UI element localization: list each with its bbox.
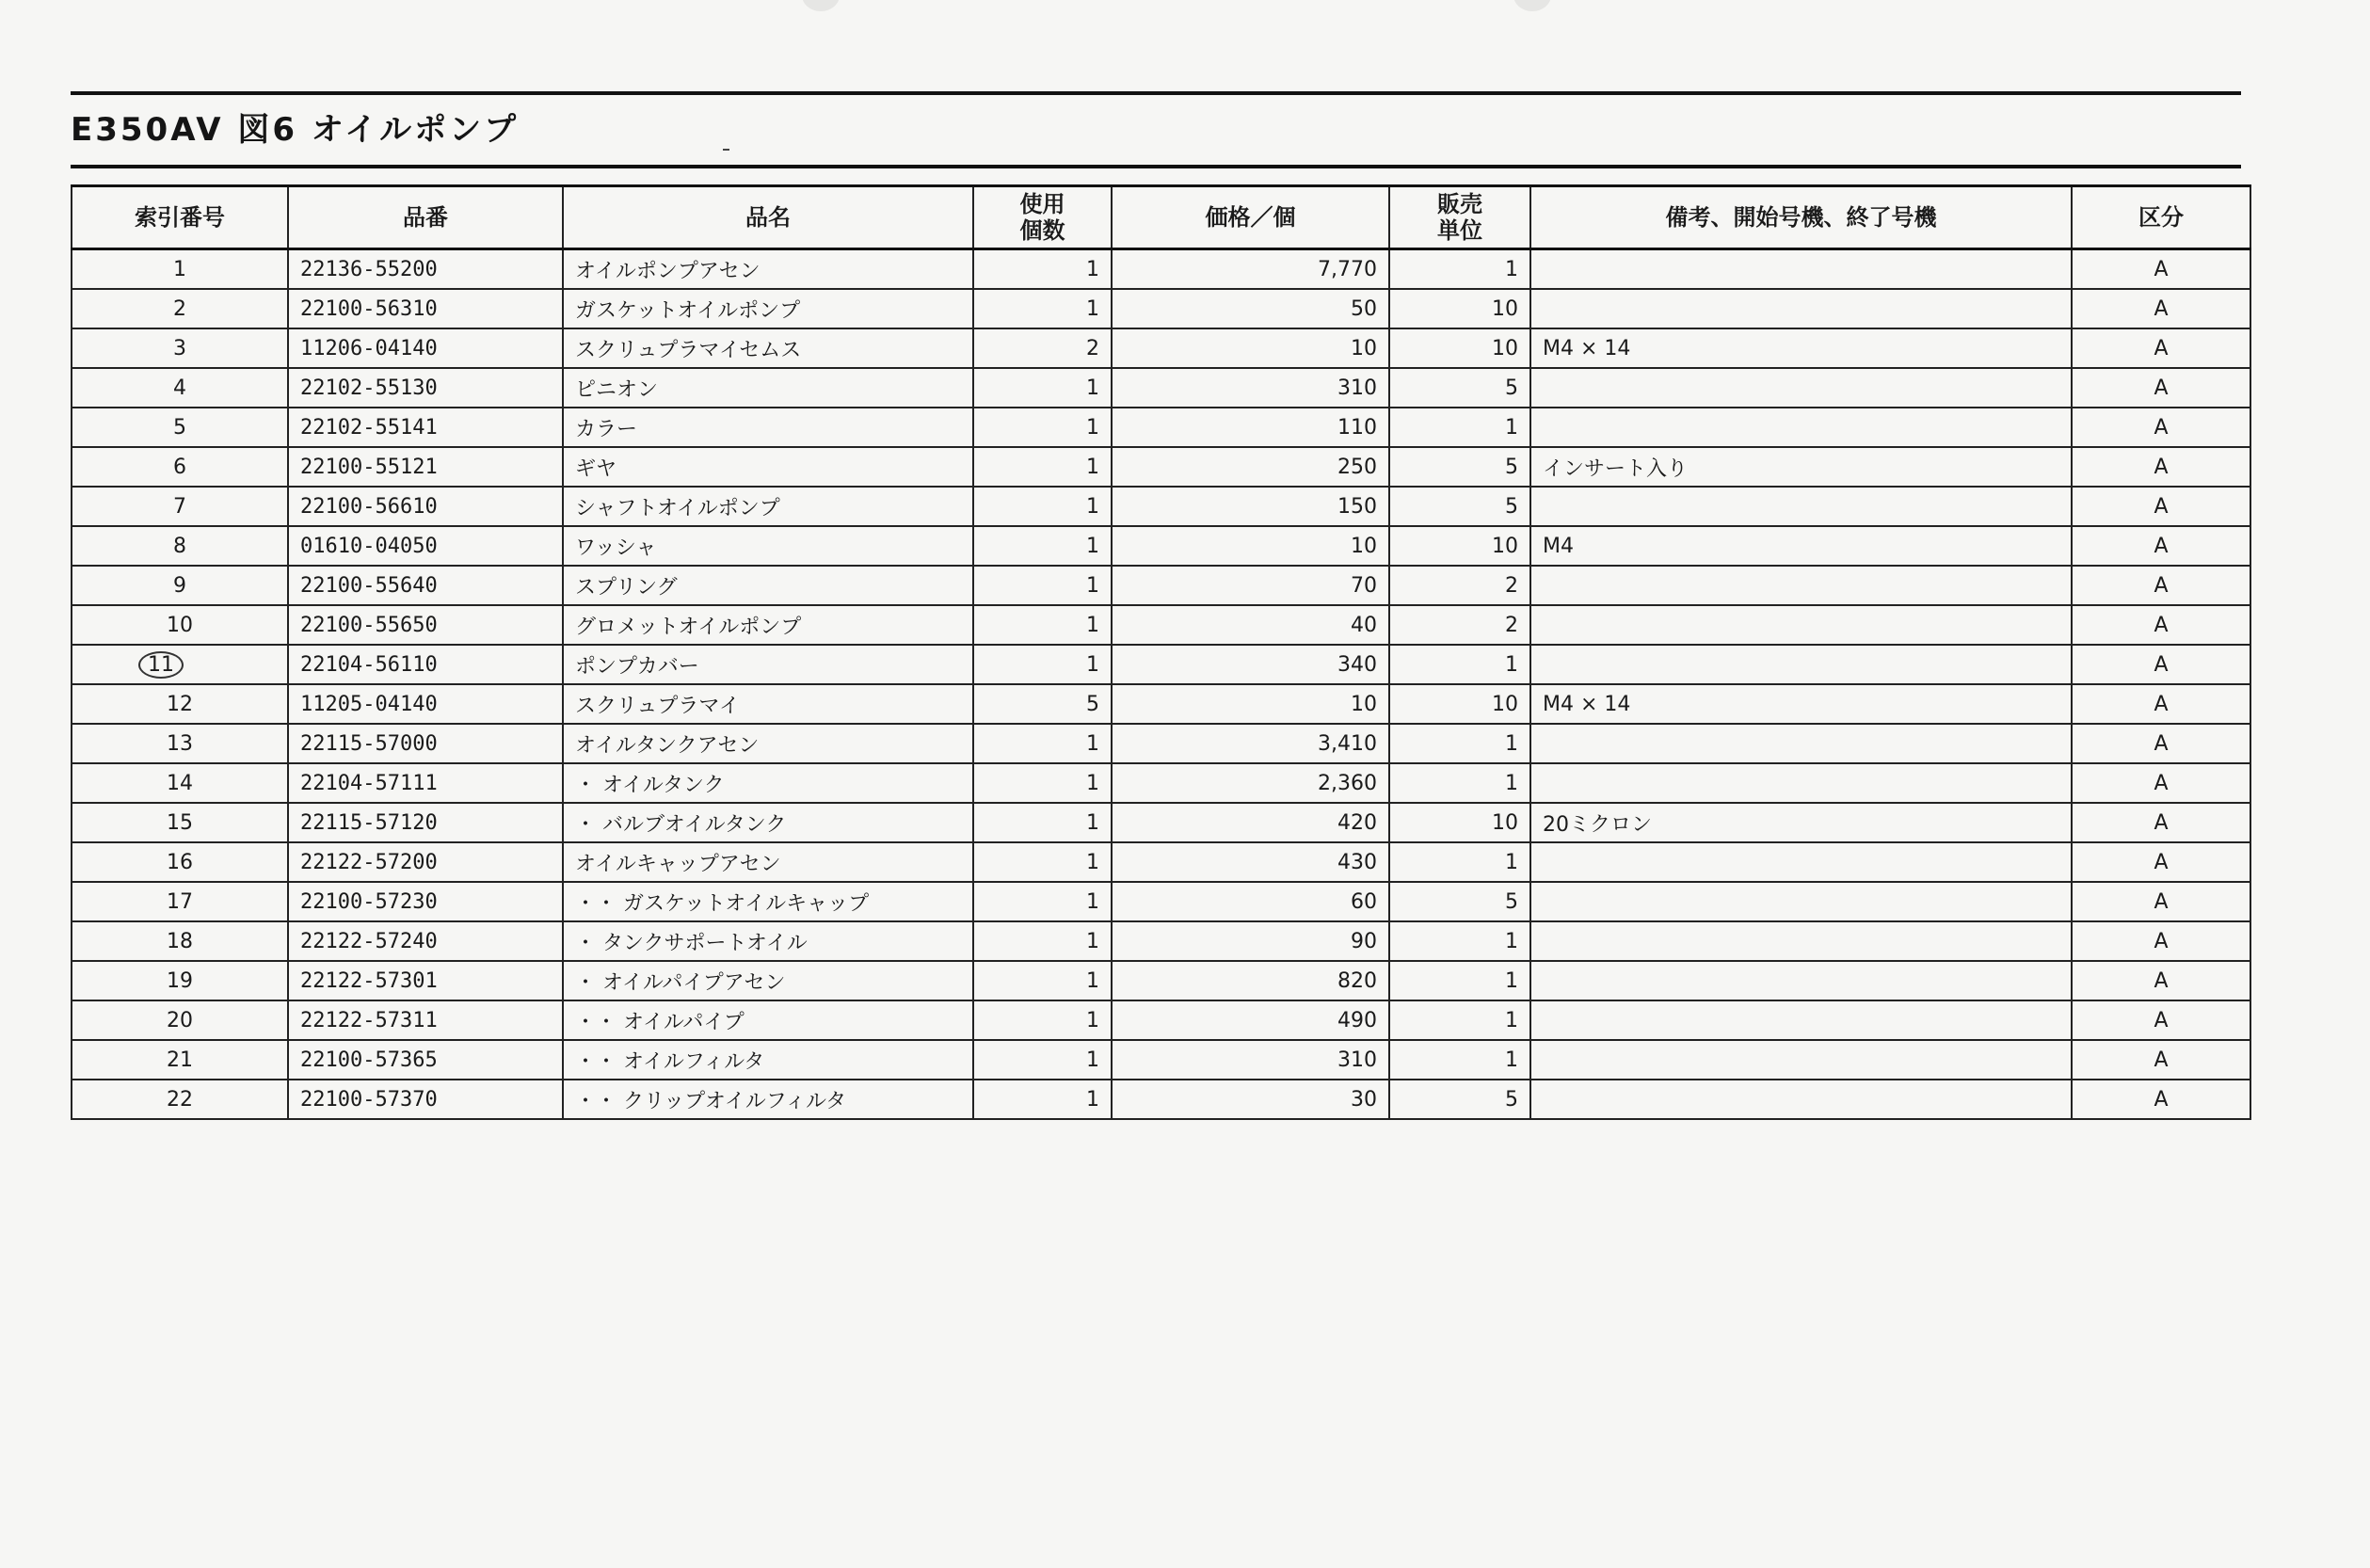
cell-part-no: 22115-57000	[288, 724, 563, 763]
cell-qty: 1	[973, 645, 1112, 684]
cell-sales-unit: 10	[1389, 803, 1530, 842]
cell-part-no: 22122-57200	[288, 842, 563, 882]
cell-part-no: 22100-56310	[288, 289, 563, 328]
cell-qty: 1	[973, 1000, 1112, 1040]
cell-remarks	[1530, 961, 2072, 1000]
table-row	[72, 684, 2250, 724]
cell-name: オイルタンクアセン	[563, 724, 973, 763]
cell-part-no: 22100-55650	[288, 605, 563, 645]
cell-part-no: 22100-56610	[288, 487, 563, 526]
cell-part-no: 22122-57311	[288, 1000, 563, 1040]
cell-remarks	[1530, 724, 2072, 763]
cell-name: シャフトオイルポンプ	[563, 487, 973, 526]
cell-index: 19	[72, 961, 288, 1000]
cell-sales-unit: 5	[1389, 487, 1530, 526]
cell-remarks	[1530, 487, 2072, 526]
cell-name: ワッシャ	[563, 526, 973, 566]
cell-price: 420	[1112, 803, 1389, 842]
cell-qty: 1	[973, 249, 1112, 290]
cell-remarks	[1530, 1000, 2072, 1040]
cell-price: 90	[1112, 921, 1389, 961]
cell-sales-unit: 1	[1389, 724, 1530, 763]
cell-name: ・・ クリップオイルフィルタ	[563, 1080, 973, 1119]
cell-class: A	[2072, 684, 2250, 724]
cell-qty: 1	[973, 921, 1112, 961]
cell-price: 150	[1112, 487, 1389, 526]
header-price: 価格／個	[1112, 186, 1389, 249]
cell-qty: 1	[973, 961, 1112, 1000]
cell-class: A	[2072, 724, 2250, 763]
cell-qty: 1	[973, 1040, 1112, 1080]
cell-sales-unit: 5	[1389, 368, 1530, 408]
cell-price: 50	[1112, 289, 1389, 328]
header-rule-top	[71, 91, 2241, 95]
cell-qty: 1	[973, 842, 1112, 882]
cell-part-no: 22104-56110	[288, 645, 563, 684]
cell-sales-unit: 1	[1389, 249, 1530, 290]
cell-price: 820	[1112, 961, 1389, 1000]
cell-class: A	[2072, 328, 2250, 368]
cell-remarks: インサート入り	[1530, 447, 2072, 487]
cell-part-no: 22100-57230	[288, 882, 563, 921]
table-row	[72, 447, 2250, 487]
cell-part-no: 22100-55121	[288, 447, 563, 487]
cell-index: 18	[72, 921, 288, 961]
cell-qty: 1	[973, 487, 1112, 526]
cell-part-no: 22100-57365	[288, 1040, 563, 1080]
cell-price: 2,360	[1112, 763, 1389, 803]
cell-name: スプリング	[563, 566, 973, 605]
cell-class: A	[2072, 289, 2250, 328]
cell-price: 7,770	[1112, 249, 1389, 290]
cell-class: A	[2072, 566, 2250, 605]
cell-remarks	[1530, 921, 2072, 961]
cell-qty: 1	[973, 566, 1112, 605]
table-row	[72, 328, 2250, 368]
cell-sales-unit: 5	[1389, 1080, 1530, 1119]
table-row	[72, 1080, 2250, 1119]
cell-index: 6	[72, 447, 288, 487]
cell-part-no: 22100-57370	[288, 1080, 563, 1119]
cell-class: A	[2072, 842, 2250, 882]
cell-name: ・・ ガスケットオイルキャップ	[563, 882, 973, 921]
cell-name: グロメットオイルポンプ	[563, 605, 973, 645]
cell-index: 15	[72, 803, 288, 842]
cell-remarks	[1530, 249, 2072, 290]
cell-index: 9	[72, 566, 288, 605]
cell-class: A	[2072, 921, 2250, 961]
cell-remarks	[1530, 1040, 2072, 1080]
header-sales-unit-line1: 販売	[1437, 191, 1482, 217]
cell-name: ピニオン	[563, 368, 973, 408]
cell-name: ・ オイルパイプアセン	[563, 961, 973, 1000]
cell-part-no: 11205-04140	[288, 684, 563, 724]
cell-sales-unit: 2	[1389, 566, 1530, 605]
cell-index	[72, 645, 288, 684]
cell-sales-unit: 10	[1389, 289, 1530, 328]
cell-class: A	[2072, 526, 2250, 566]
table-row	[72, 803, 2250, 842]
cell-name: カラー	[563, 408, 973, 447]
cell-index: 16	[72, 842, 288, 882]
circled-index: 11	[138, 651, 184, 679]
header-name: 品名	[563, 186, 973, 249]
cell-name: ・・ オイルパイプ	[563, 1000, 973, 1040]
punch-hole	[1513, 0, 1551, 11]
cell-qty: 1	[973, 368, 1112, 408]
cell-remarks	[1530, 566, 2072, 605]
cell-price: 340	[1112, 645, 1389, 684]
cell-qty: 1	[973, 724, 1112, 763]
cell-index: 13	[72, 724, 288, 763]
cell-class: A	[2072, 1040, 2250, 1080]
cell-qty: 1	[973, 526, 1112, 566]
cell-price: 10	[1112, 526, 1389, 566]
table-row	[72, 842, 2250, 882]
cell-index: 2	[72, 289, 288, 328]
cell-index: 20	[72, 1000, 288, 1040]
cell-sales-unit: 5	[1389, 447, 1530, 487]
cell-part-no: 22122-57301	[288, 961, 563, 1000]
cell-part-no: 22122-57240	[288, 921, 563, 961]
cell-part-no: 01610-04050	[288, 526, 563, 566]
page-title: E350AV 図6 オイルポンプ	[71, 111, 520, 149]
cell-name: ・ バルブオイルタンク	[563, 803, 973, 842]
cell-name: ギヤ	[563, 447, 973, 487]
cell-index: 10	[72, 605, 288, 645]
parts-table-body	[72, 249, 2250, 1120]
table-row	[72, 961, 2250, 1000]
cell-class: A	[2072, 249, 2250, 290]
cell-price: 490	[1112, 1000, 1389, 1040]
cell-class: A	[2072, 803, 2250, 842]
table-row	[72, 368, 2250, 408]
cell-qty: 1	[973, 882, 1112, 921]
cell-index: 14	[72, 763, 288, 803]
cell-class: A	[2072, 1080, 2250, 1119]
header-class: 区分	[2072, 186, 2250, 249]
cell-qty: 1	[973, 289, 1112, 328]
header-rule-bottom	[71, 165, 2241, 168]
table-row	[72, 289, 2250, 328]
cell-sales-unit: 1	[1389, 408, 1530, 447]
cell-name: スクリュプラマイ	[563, 684, 973, 724]
cell-part-no: 11206-04140	[288, 328, 563, 368]
cell-sales-unit: 1	[1389, 842, 1530, 882]
table-row	[72, 763, 2250, 803]
header-sales-unit	[1389, 186, 1530, 249]
table-header-row	[72, 186, 2250, 249]
cell-remarks	[1530, 1080, 2072, 1119]
cell-price: 310	[1112, 368, 1389, 408]
table-row	[72, 487, 2250, 526]
cell-remarks	[1530, 645, 2072, 684]
cell-name: オイルキャップアセン	[563, 842, 973, 882]
cell-qty: 1	[973, 408, 1112, 447]
cell-price: 30	[1112, 1080, 1389, 1119]
table-row	[72, 605, 2250, 645]
cell-sales-unit: 10	[1389, 684, 1530, 724]
table-row	[72, 921, 2250, 961]
cell-sales-unit: 5	[1389, 882, 1530, 921]
cell-sales-unit: 1	[1389, 645, 1530, 684]
cell-name: スクリュプラマイセムス	[563, 328, 973, 368]
cell-part-no: 22136-55200	[288, 249, 563, 290]
cell-class: A	[2072, 408, 2250, 447]
cell-remarks	[1530, 408, 2072, 447]
cell-sales-unit: 10	[1389, 328, 1530, 368]
cell-remarks	[1530, 763, 2072, 803]
cell-remarks: 20ミクロン	[1530, 803, 2072, 842]
cell-price: 430	[1112, 842, 1389, 882]
cell-part-no: 22100-55640	[288, 566, 563, 605]
scan-mark	[723, 149, 729, 151]
header-remarks: 備考、開始号機、終了号機	[1530, 186, 2072, 249]
cell-class: A	[2072, 605, 2250, 645]
cell-class: A	[2072, 961, 2250, 1000]
cell-sales-unit: 10	[1389, 526, 1530, 566]
header-part-no: 品番	[288, 186, 563, 249]
cell-name: オイルポンプアセン	[563, 249, 973, 290]
cell-part-no: 22115-57120	[288, 803, 563, 842]
cell-index: 22	[72, 1080, 288, 1119]
table-row	[72, 882, 2250, 921]
cell-price: 3,410	[1112, 724, 1389, 763]
cell-sales-unit: 1	[1389, 763, 1530, 803]
cell-price: 310	[1112, 1040, 1389, 1080]
cell-index: 3	[72, 328, 288, 368]
cell-class: A	[2072, 763, 2250, 803]
table-row	[72, 1000, 2250, 1040]
table-row	[72, 724, 2250, 763]
cell-name: ・・ オイルフィルタ	[563, 1040, 973, 1080]
cell-part-no: 22102-55141	[288, 408, 563, 447]
cell-price: 60	[1112, 882, 1389, 921]
cell-sales-unit: 1	[1389, 961, 1530, 1000]
cell-class: A	[2072, 368, 2250, 408]
cell-class: A	[2072, 1000, 2250, 1040]
cell-index: 5	[72, 408, 288, 447]
cell-remarks	[1530, 368, 2072, 408]
cell-price: 10	[1112, 684, 1389, 724]
cell-price: 40	[1112, 605, 1389, 645]
cell-sales-unit: 1	[1389, 1040, 1530, 1080]
cell-price: 250	[1112, 447, 1389, 487]
table-row	[72, 1040, 2250, 1080]
header-qty	[973, 186, 1112, 249]
table-row	[72, 645, 2250, 684]
cell-name: ・ タンクサポートオイル	[563, 921, 973, 961]
punch-hole	[802, 0, 840, 11]
cell-qty: 1	[973, 763, 1112, 803]
cell-remarks: M4 × 14	[1530, 328, 2072, 368]
table-row	[72, 566, 2250, 605]
cell-name: ガスケットオイルポンプ	[563, 289, 973, 328]
table-row	[72, 249, 2250, 290]
table-row	[72, 408, 2250, 447]
cell-price: 10	[1112, 328, 1389, 368]
cell-qty: 5	[973, 684, 1112, 724]
cell-index: 1	[72, 249, 288, 290]
cell-remarks: M4 × 14	[1530, 684, 2072, 724]
cell-sales-unit: 2	[1389, 605, 1530, 645]
header-index: 索引番号	[72, 186, 288, 249]
cell-part-no: 22104-57111	[288, 763, 563, 803]
header-qty-line2: 個数	[1019, 217, 1065, 244]
cell-remarks: M4	[1530, 526, 2072, 566]
cell-index: 8	[72, 526, 288, 566]
cell-name: ・ オイルタンク	[563, 763, 973, 803]
header-qty-line1: 使用	[1019, 191, 1065, 217]
cell-remarks	[1530, 289, 2072, 328]
cell-index: 21	[72, 1040, 288, 1080]
parts-table	[71, 184, 2251, 1120]
cell-qty: 1	[973, 803, 1112, 842]
cell-class: A	[2072, 487, 2250, 526]
cell-qty: 2	[973, 328, 1112, 368]
cell-sales-unit: 1	[1389, 921, 1530, 961]
cell-qty: 1	[973, 447, 1112, 487]
cell-index: 7	[72, 487, 288, 526]
cell-index: 12	[72, 684, 288, 724]
cell-price: 110	[1112, 408, 1389, 447]
cell-qty: 1	[973, 1080, 1112, 1119]
cell-price: 70	[1112, 566, 1389, 605]
cell-class: A	[2072, 447, 2250, 487]
cell-class: A	[2072, 882, 2250, 921]
header-sales-unit-line2: 単位	[1437, 217, 1482, 244]
cell-index: 17	[72, 882, 288, 921]
cell-remarks	[1530, 605, 2072, 645]
cell-remarks	[1530, 842, 2072, 882]
cell-part-no: 22102-55130	[288, 368, 563, 408]
cell-qty: 1	[973, 605, 1112, 645]
cell-sales-unit: 1	[1389, 1000, 1530, 1040]
cell-class: A	[2072, 645, 2250, 684]
table-row	[72, 526, 2250, 566]
cell-index: 4	[72, 368, 288, 408]
cell-remarks	[1530, 882, 2072, 921]
cell-name: ポンプカバー	[563, 645, 973, 684]
